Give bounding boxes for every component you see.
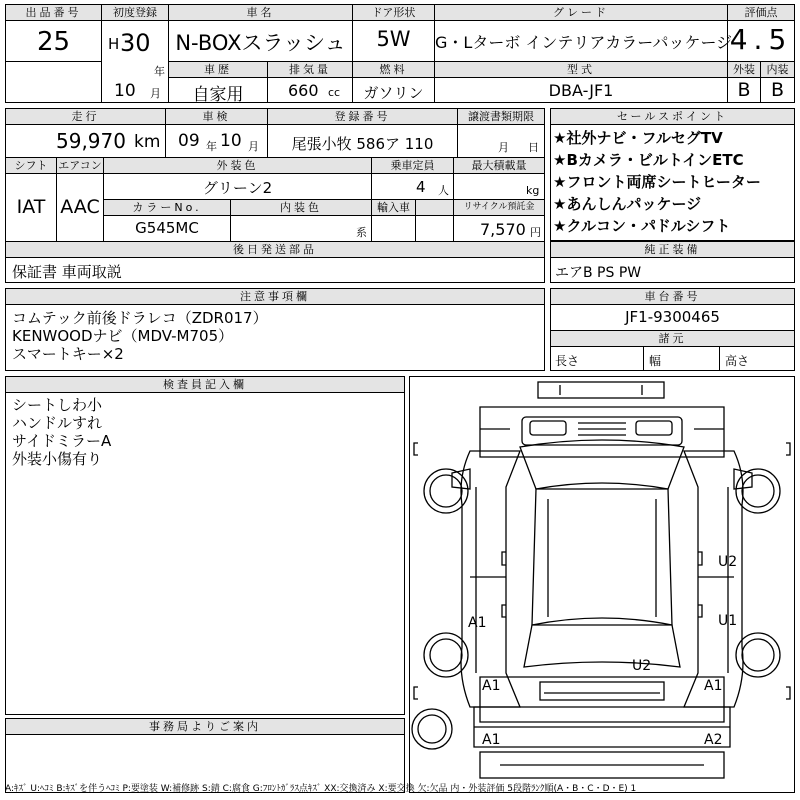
sales-points-list: [553, 127, 761, 237]
ac-label: エアコン: [58, 159, 102, 172]
length-label: 長さ: [555, 354, 580, 368]
notes-label: 注意事項欄: [6, 289, 544, 305]
sales-point-item: ★クルコン・パドルシフト: [553, 217, 731, 235]
mileage-label: 走行: [6, 109, 165, 125]
dims-divider: [719, 347, 720, 370]
load-unit: kg: [526, 184, 540, 197]
interior-cell: [761, 62, 794, 102]
displacement-cell: [268, 62, 353, 102]
notes-list: [12, 309, 268, 363]
mileage-unit: km: [134, 132, 161, 152]
insp-month: 10: [220, 131, 242, 151]
note-item: コムテック前後ドラレコ（ZDR017）: [12, 309, 268, 327]
month-value: 10: [114, 81, 136, 101]
inspector-item: ハンドルすれ: [12, 414, 103, 432]
year-value: 30: [120, 29, 151, 57]
shift-label: シフト: [6, 158, 56, 174]
chassis-value: JF1-9300465: [625, 308, 720, 326]
car-name-label: 車名: [169, 5, 352, 21]
transfer-cell: [458, 109, 544, 158]
inspector-item: サイドミラーA: [12, 432, 112, 450]
later-parts-cell: [6, 242, 544, 282]
mileage-cell: [6, 109, 166, 158]
lot-no-cell: [6, 5, 102, 62]
transfer-month-unit: 月: [498, 141, 509, 154]
lot-bottom-empty: [6, 62, 102, 102]
capacity-value: 4: [416, 178, 426, 196]
history-value: 自家用: [192, 85, 244, 105]
load-cell: [454, 158, 544, 200]
equipment-block: [550, 241, 795, 283]
inspection-cell: [166, 109, 268, 158]
recycle-cell: [454, 200, 544, 242]
color-cell: [104, 158, 372, 200]
fuel-value: ガソリン: [363, 84, 424, 102]
exterior-value: B: [737, 79, 751, 101]
transfer-day-unit: 日: [528, 141, 539, 154]
model-cell: [435, 62, 728, 102]
int-color-cell: [231, 200, 372, 242]
car-name-cell: [169, 5, 353, 62]
mileage-value: 59,970: [56, 129, 126, 153]
history-label: 車歴: [169, 62, 267, 78]
inspector-item: シートしわ小: [12, 396, 103, 414]
damage-mark-a1-right-low: A1: [704, 678, 723, 694]
damage-mark-u2-center: U2: [632, 658, 652, 674]
damage-mark-u2-right: U2: [718, 554, 738, 570]
score-label: 評価点: [728, 5, 794, 21]
history-cell: [169, 62, 268, 105]
score-value: 4.5: [729, 23, 793, 56]
note-item: KENWOODナビ（MDV-M705）: [12, 327, 234, 345]
office-label: 事務局よりご案内: [6, 719, 404, 735]
color-no-label: カラーNo.: [104, 200, 230, 216]
dims-divider: [643, 347, 644, 370]
inspector-block: [5, 376, 405, 715]
color-no-value: G545MC: [135, 219, 199, 237]
first-reg-cell: [102, 5, 169, 102]
fuel-label: 燃料: [353, 62, 434, 78]
insp-year: 09: [178, 131, 200, 151]
plate-value: 尾張小牧 586ア 110: [291, 135, 434, 153]
load-label: 最大積載量: [454, 158, 544, 174]
sales-points-label: セールスポイント: [551, 109, 794, 125]
ac-cell: [57, 158, 104, 242]
inspection-label: 車検: [166, 109, 267, 125]
equipment-label: 純正装備: [551, 242, 794, 258]
sales-point-item: ★あんしんパッケージ: [553, 195, 702, 213]
note-item: スマートキー×2: [12, 345, 124, 363]
exterior-label: 外装: [728, 62, 760, 78]
car-outline-svg: [410, 377, 794, 792]
capacity-unit: 人: [438, 184, 449, 197]
door-label: ドア形状: [353, 5, 434, 21]
damage-mark-a1-rear: A1: [482, 732, 501, 748]
color-label: 外装色: [104, 158, 371, 174]
chassis-label: 車台番号: [551, 289, 794, 305]
sales-point-item: ★社外ナビ・フルセグTV: [553, 129, 723, 147]
inspector-list: [12, 396, 111, 468]
damage-mark-a1-left-mid: A1: [468, 615, 487, 631]
lot-no-label: 出品番号: [6, 5, 101, 21]
damage-mark-u1-right: U1: [718, 613, 738, 629]
later-parts-value: 保証書 車両取説: [12, 263, 122, 281]
inspector-item: 外装小傷有り: [12, 450, 103, 468]
sales-point-item: ★Bカメラ・ビルトインETC: [553, 151, 744, 169]
later-parts-label: 後日発送部品: [6, 242, 544, 258]
displacement-value: 660: [288, 81, 319, 100]
year-unit: 年: [154, 65, 165, 78]
ac-value: AAC: [60, 196, 100, 218]
interior-label: 内装: [761, 62, 794, 78]
color-no-cell: [104, 200, 231, 242]
interior-value: B: [770, 79, 785, 101]
chassis-block: [550, 288, 795, 371]
width-label: 幅: [649, 354, 662, 368]
inspector-label: 検査員記入欄: [6, 377, 404, 393]
plate-cell: [268, 109, 458, 158]
insp-year-unit: 年: [206, 140, 217, 153]
transfer-label: 譲渡書類期限: [458, 109, 544, 125]
score-cell: [728, 5, 794, 62]
displacement-unit: cc: [328, 86, 341, 99]
grade-value: G・Lターボ インテリアカラーパッケージ: [435, 33, 733, 52]
int-color-unit: 系: [356, 226, 367, 239]
recycle-label: リサイクル預託金: [454, 200, 544, 216]
import-blank-cell: [416, 200, 454, 242]
model-label: 型式: [435, 62, 727, 78]
dims-row: [551, 347, 794, 370]
grade-label: グレード: [435, 5, 727, 21]
door-cell: [353, 5, 435, 62]
notes-block: [5, 288, 545, 371]
import-label: 輸入車: [372, 200, 415, 216]
door-value: 5W: [376, 27, 411, 51]
legend-text: A:ｷｽﾞ U:ﾍｺﾐ B:ｷｽﾞを伴うﾍｺﾐ P:要塗装 W:補修跡 S:錆 C:腐食 G:ﾌﾛﾝﾄｶﾞﾗｽ点ｷｽﾞ XX:交換済み X:要交換 欠:欠品 内・外装評価 5段階ﾗﾝｸ順(A・B・C・D・E) 1: [5, 784, 637, 794]
header-block: [5, 4, 795, 103]
sales-points-block: [550, 108, 795, 241]
import-cell: [372, 200, 416, 242]
height-label: 高さ: [725, 354, 750, 368]
info-block: [5, 108, 545, 283]
import-blank-header: [416, 200, 453, 216]
month-unit: 月: [150, 87, 161, 100]
damage-mark-a1-left-low: A1: [482, 678, 501, 694]
shift-value: IAT: [16, 196, 46, 218]
plate-label: 登録番号: [268, 109, 457, 125]
dims-label: 諸元: [551, 330, 794, 347]
first-reg-label: 初度登録: [102, 5, 168, 21]
shift-cell: [6, 158, 57, 242]
displacement-label: 排気量: [268, 62, 352, 78]
equipment-value: エアB PS PW: [555, 265, 642, 281]
car-name-value: N-BOXスラッシュ: [175, 31, 346, 55]
era-value: H: [108, 35, 120, 53]
capacity-cell: [372, 158, 454, 200]
insp-month-unit: 月: [248, 140, 259, 153]
int-color-label: 内装色: [231, 200, 371, 216]
grade-cell: [435, 5, 733, 62]
recycle-value: 7,570: [480, 220, 526, 239]
sales-point-item: ★フロント両席シートヒーター: [553, 173, 761, 191]
lot-no-value: 25: [36, 27, 71, 57]
model-value: DBA-JF1: [548, 81, 614, 100]
exterior-cell: [728, 62, 761, 102]
color-value: グリーン2: [202, 179, 273, 197]
fuel-cell: [353, 62, 435, 102]
capacity-label: 乗車定員: [372, 158, 453, 174]
damage-mark-a2-rear: A2: [704, 732, 723, 748]
recycle-unit: 円: [530, 226, 541, 239]
car-diagram: [409, 376, 795, 793]
